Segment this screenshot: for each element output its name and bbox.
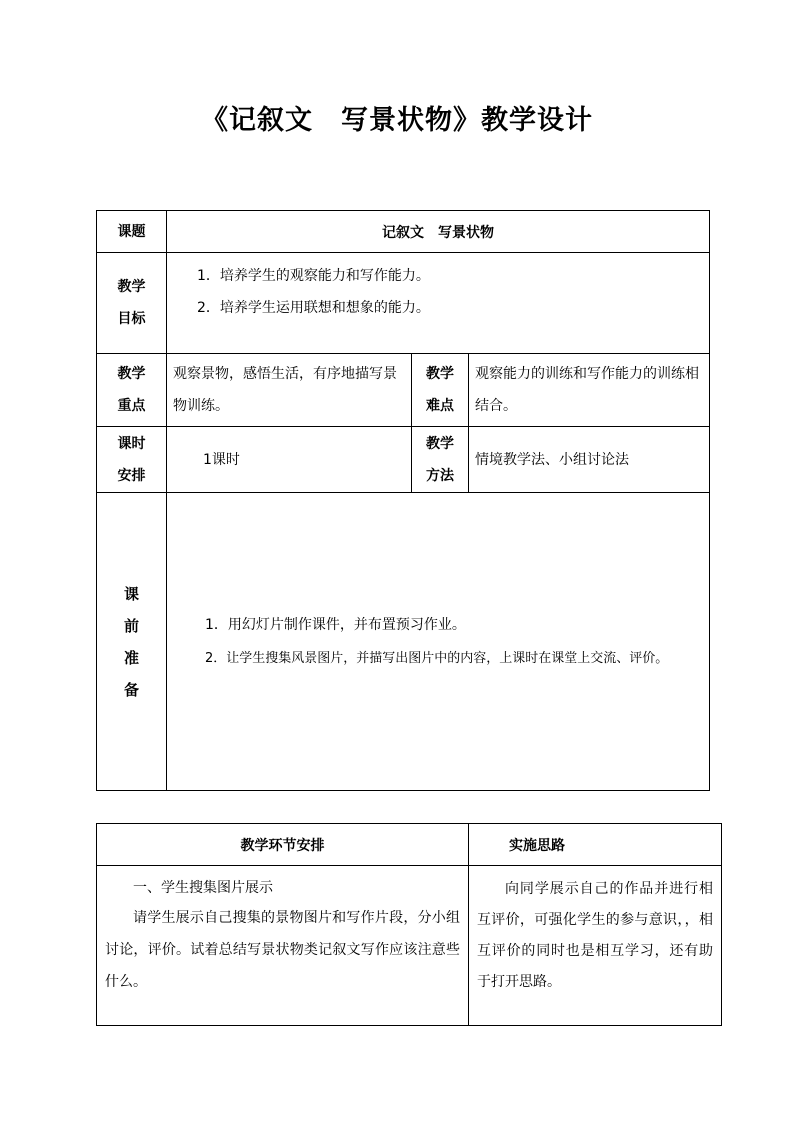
approach-body: 向同学展示自己的作品并进行相互评价，可强化学生的参与意识，，相互评价的同时也是相互学习，还有助于打开思路。 <box>477 881 713 990</box>
lesson-info-table <box>96 210 710 791</box>
approach-header: 实施思路 <box>469 824 722 866</box>
method-label: 教学 方法 <box>412 427 469 493</box>
method-value: 情境教学法、小组讨论法 <box>469 427 710 493</box>
difficulty-value: 观察能力的训练和写作能力的训练相结合。 <box>469 354 710 427</box>
approach-cell <box>469 866 722 1026</box>
prep-label: 课 前 准 备 <box>97 493 167 791</box>
topic-label: 课题 <box>97 211 167 253</box>
steps-header: 教学环节安排 <box>97 824 469 866</box>
focus-label: 教学 重点 <box>97 354 167 427</box>
teaching-steps-table <box>96 823 722 1026</box>
goal-item: 1．培养学生的观察能力和写作能力。 <box>197 268 430 284</box>
prep-item: 2．让学生搜集风景图片，并描写出图片中的内容，上课时在课堂上交流、评价。 <box>205 650 669 666</box>
steps-cell <box>97 866 469 1026</box>
hours-label: 课时 安排 <box>97 427 167 493</box>
focus-value: 观察景物，感悟生活，有序地描写景物训练。 <box>167 354 412 427</box>
section-body: 请学生展示自己搜集的景物图片和写作片段，分小组讨论，评价。试着总结写景状物类记叙文写作应该注意些什么。 <box>105 910 460 990</box>
prep-list <box>167 493 710 791</box>
prep-item: 1．用幻灯片制作课件，并布置预习作业。 <box>205 616 466 633</box>
page-title: 《记叙文 写景状物》教学设计 <box>201 105 593 136</box>
goal-item: 2．培养学生运用联想和想象的能力。 <box>197 300 430 316</box>
goal-list <box>167 253 710 354</box>
section-title: 一、学生搜集图片展示 <box>133 880 273 896</box>
goal-label: 教学 目标 <box>97 253 167 354</box>
difficulty-label: 教学 难点 <box>412 354 469 427</box>
hours-value: 1课时 <box>167 427 412 493</box>
topic-value: 记叙文 写景状物 <box>167 211 710 253</box>
